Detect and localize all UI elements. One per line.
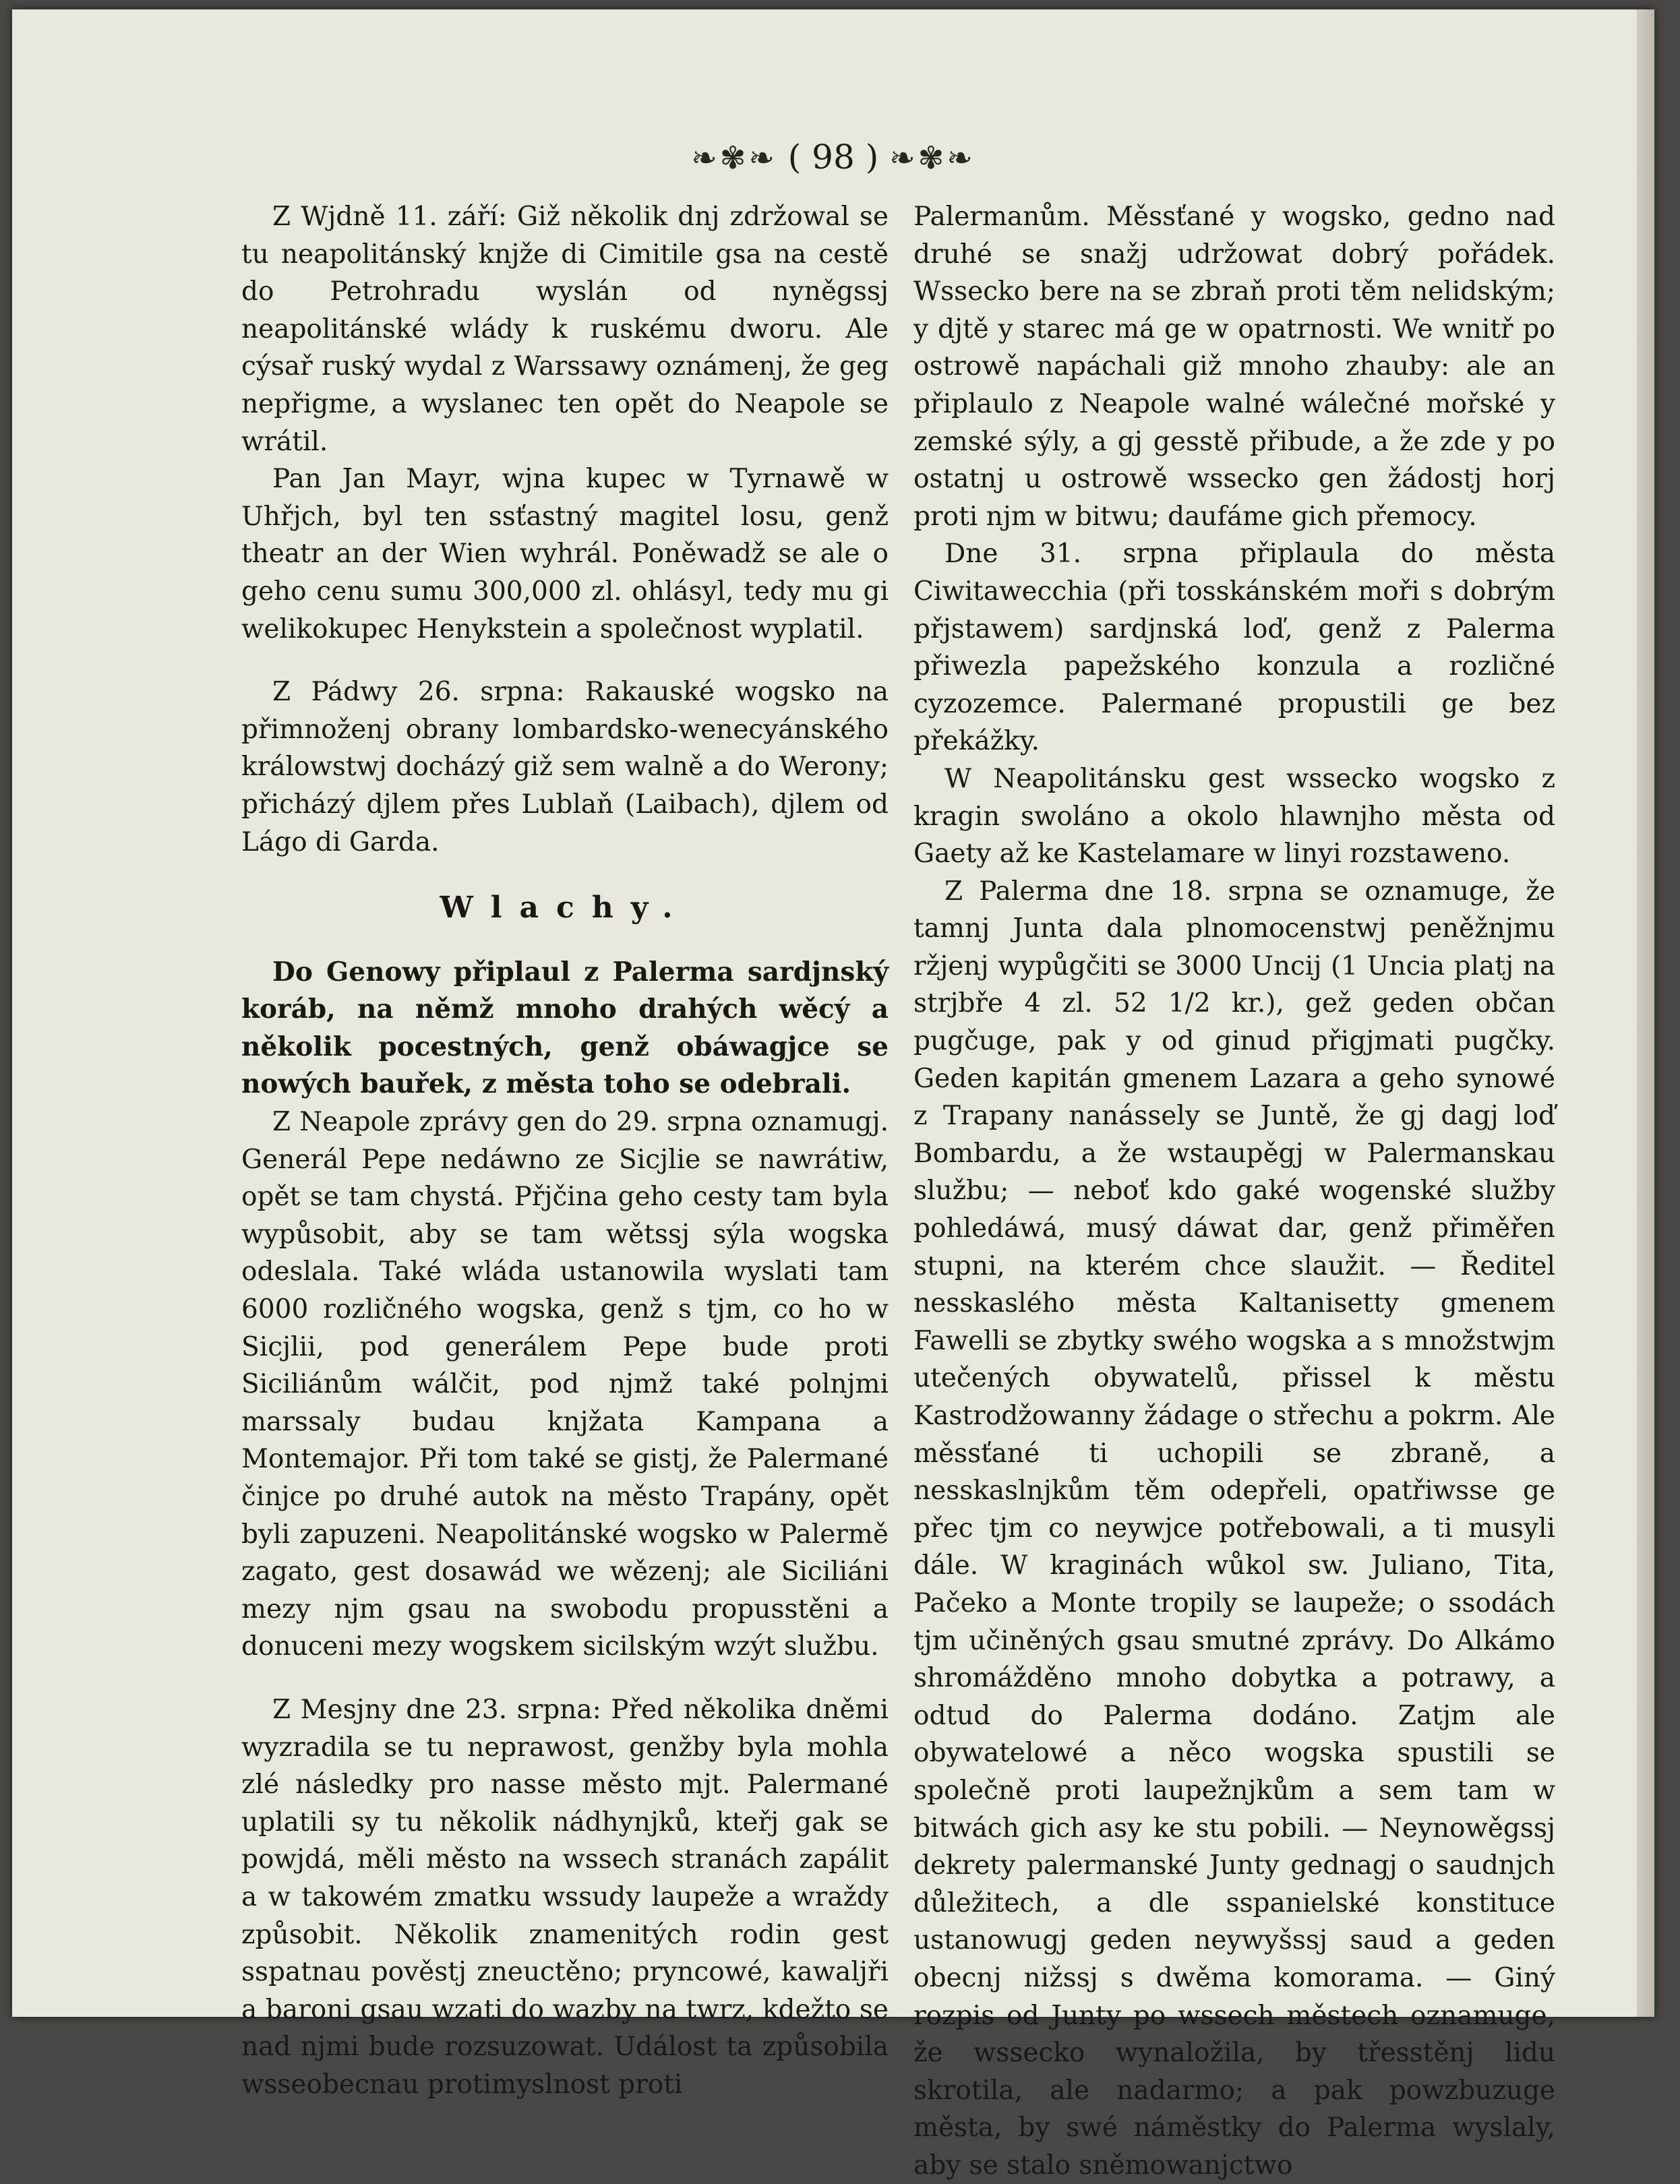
document-page <box>12 9 1654 2181</box>
article-messina: Z Mesjny dne 23. srpna: Před několika dněmi wyzradila se tu neprawost, genžby byla mohla zlé následky pro nasse město mjt. Palermané uplatili sy tu několik nádhynjků, kteřj gak se powjdá, měli město na wssech stranách zapálit a w takowém zmatku wssudy laupeže a wraždy způsobit. Několik znamenitých rodin gest sspatnau pověstj zneuctěno; pryncowé, kawaljři a baroni gsau wzati do wazby na twrz, kdežto se nad njmi bude rozsuzowat. Událost ta způsobila wsseobecnau protimyslnost proti <box>241 1694 889 2100</box>
ornament-left-icon: ❧✾❧ <box>691 140 777 176</box>
left-column <box>241 198 889 2104</box>
article-civitavecchia: Dne 31. srpna připlaula do města Ciwitawecchia (při tosskánském moři s dobrým přjstawem) sardjnská loď, genž z Palerma přiwezla papežského konzula a rozličné cyzozemce. Palermané propustili ge bez překážky. <box>913 539 1555 757</box>
article-padua: Z Pádwy 26. srpna: Rakauské wogsko na přimnoženj obrany lombardsko-wenecyánského králowstwj docházý giž sem walně a do Werony; přicházý djlem přes Lublaň (Laibach), djlem od Lágo di Garda. <box>241 677 889 857</box>
ornament-right-icon: ❧✾❧ <box>889 140 976 176</box>
separator <box>241 1666 889 1691</box>
article-naples: Z Neapole zprávy gen do 29. srpna oznamugj. Generál Pepe nedáwno ze Sicjlie se nawrátiw, opět se tam chystá. Přjčina geho cesty tam byla wypůsobit, aby se tam wětssj sýla wogska odeslala. Také wláda ustanowila wyslati tam 6000 rozličného wogska, genž s tjm, co ho w Sicjlii, pod generálem Pepe bude proti Siciliánům wálčit, pod njmž také polnjmi marssaly budau knjžata Kampana a Montemajor. Při tom také se gistj, že Palermané činjce po druhé autok na město Trapány, opět byli zapuzeni. Neapolitánské wogsko w Palermě zagato, gest dosawád we wězenj; ale Siciliáni mezy njm gsau na swobodu propusstěni a donuceni mezy wogskem sicilským wzýt službu. <box>241 1107 889 1662</box>
article-naples-army: W Neapolitánsku gest wssecko wogsko z kragin swoláno a okolo hlawnjho města od Gaety až ke Kastelamare w linyi rozstaweno. <box>913 763 1555 870</box>
article-genoa: Do Genowy připlaul z Palerma sardjnský koráb, na němž mnoho drahých wěcý a několik pocestných, genž obáwagjce se nowých bauřek, z města toho se odebrali. <box>241 956 889 1100</box>
right-column <box>913 198 1555 2184</box>
article-messina-continued: Palermanům. Měssťané y wogsko, gedno nad druhé se snažj udržowat dobrý pořádek. Wssecko bere na se zbraň proti těm nelidským; y djtě y starec má ge w opatrnosti. We wnitř po ostrowě napáchali giž mnoho zhauby: ale an připlaulo z Neapole walné wálečné mořské y zemské sýly, a gj gesstě přibude, a že zde y po ostatnj u ostrowě wssecko gen žádostj horj proti njm w bitwu; daufáme gich přemocy. <box>913 202 1555 532</box>
page-number: ( 98 ) <box>787 138 879 177</box>
article-vienna: Z Wjdně 11. září: Giž několik dnj zdržowal se tu neapolitánský knjže di Cimitile gsa na cestě do Petrohradu wyslán od nyněgssj neapolitánské wlády k ruskému dworu. Ale cýsař ruský wydal z Warssawy oznámenj, že geg nepřigme, a wyslanec ten opět do Neapole se wrátil. <box>241 202 889 457</box>
article-lottery: Pan Jan Mayr, wjna kupec w Tyrnawě w Uhřjch, byl ten ssťastný magitel losu, genž theatr an der Wien wyhrál. Poněwadž se ale o geho cenu sumu 300,000 zl. ohlásyl, tedy mu gi welikokupec Henykstein a společnost wyplatil. <box>241 464 889 644</box>
page-edge <box>1637 9 1654 2017</box>
article-palermo: Z Palerma dne 18. srpna se oznamuge, že tamnj Junta dala plnomocenstwj peněžnjmu ržjenj wypůgčiti se 3000 Uncij (1 Uncia platj na strjbře 4 zl. 52 1/2 kr.), gež geden občan pugčuge, pak y od ginud přigjmati pugčky. Geden kapitán gmenem Lazara a geho synowé z Trapany nanássely se Juntě, že gj dagj loď Bombardu, a že wstaupěgj w Palermanskau službu; — neboť kdo gaké wogenské služby pohledáwá, musý dáwat dar, genž přiměřen stupni, na kterém chce slaužit. — Ředitel nesskaslého města Kaltanisetty gmenem Fawelli se zbytky swého wogska a s množstwjm utečených obywatelů, přissel k městu Kastrodžowanny žádage o střechu a pokrm. Ale měssťané ti uchopili se zbraně, a nesskaslnjkům těm odepřeli, opatřiwsse ge přec tjm co neywjce potřebowali, a ti musyli dále. W kraginách wůkol sw. Juliano, Tita, Pačeko a Monte tropily se laupeže; o ssodách tjm učiněných gsau smutné zprávy. Do Alkámo shromážděno mnoho dobytka a potrawy, a odtud do Palerma dodáno. Zatjm ale obywatelowé a něco wogska spustili se společně proti laupežnjkům a sem tam w bitwách gich asy ke stu pobili. — Neynowěgssj dekrety palermanské Junty gednagj o saudnjch důležitech, a dle sspanielské konstituce ustanowugj geden neywyšssj saud a geden obecnj nižssj s dwěma komorama. — Giný rozpis od Junty po wssech městech oznamuge, že wssecko wynaložila, by třesstěnj lidu skrotila, ale nadarmo; a pak powzbuzuge města, by swé náměstky do Palerma wyslaly, aby se stalo sněmowanjctwo <box>913 876 1555 2181</box>
page-header <box>12 138 1654 177</box>
section-title-wlachy: Wlachy. <box>440 890 690 926</box>
separator <box>241 648 889 673</box>
